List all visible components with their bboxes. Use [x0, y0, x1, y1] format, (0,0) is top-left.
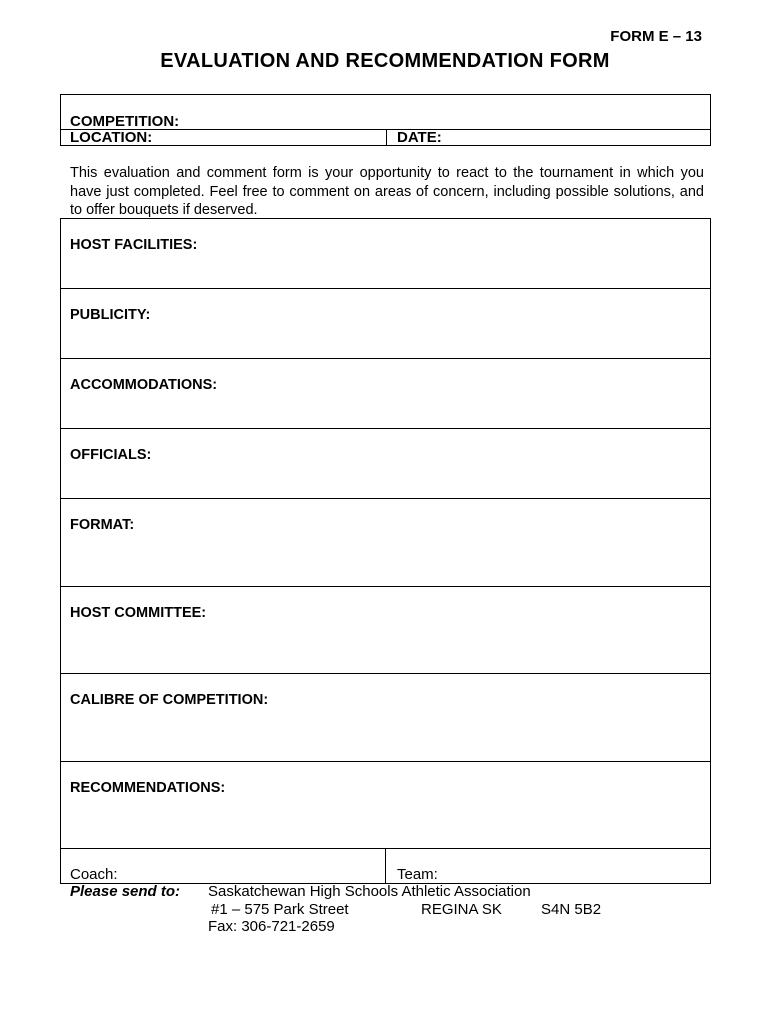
postal-code: S4N 5B2 [541, 901, 602, 918]
section-format[interactable] [61, 499, 710, 587]
organization-name: Saskatchewan High Schools Athletic Association [208, 883, 531, 900]
evaluation-sections [60, 218, 711, 849]
location-field[interactable]: LOCATION: [70, 129, 153, 146]
date-field[interactable]: DATE: [397, 129, 442, 146]
section-label: RECOMMENDATIONS: [70, 780, 226, 796]
row-divider [386, 130, 387, 146]
section-label: HOST FACILITIES: [70, 237, 198, 253]
coach-field[interactable]: Coach: [70, 866, 118, 883]
section-host-committee[interactable] [61, 587, 710, 674]
fax-number: Fax: 306-721-2659 [208, 918, 335, 935]
signature-divider [385, 848, 386, 883]
details-box [60, 94, 711, 146]
section-label: HOST COMMITTEE: [70, 605, 207, 621]
send-to-label: Please send to: [70, 883, 181, 900]
section-label: ACCOMMODATIONS: [70, 377, 218, 393]
section-label: OFFICIALS: [70, 447, 152, 463]
section-accommodations[interactable] [61, 359, 710, 429]
street-address: #1 – 575 Park Street [211, 901, 349, 918]
team-field[interactable]: Team: [397, 866, 438, 883]
section-label: FORMAT: [70, 517, 135, 533]
section-recommendations[interactable] [61, 762, 710, 849]
signature-row [60, 848, 711, 884]
section-officials[interactable] [61, 429, 710, 499]
section-calibre-of-competition[interactable] [61, 674, 710, 762]
section-label: CALIBRE OF COMPETITION: [70, 692, 269, 708]
section-host-facilities[interactable] [61, 219, 710, 289]
section-label: PUBLICITY: [70, 307, 151, 323]
location-date-row [61, 129, 710, 146]
form-title: EVALUATION AND RECOMMENDATION FORM [160, 50, 610, 72]
section-publicity[interactable] [61, 289, 710, 359]
form-id: FORM E – 13 [610, 28, 702, 45]
competition-field[interactable]: COMPETITION: [70, 113, 180, 130]
city: REGINA SK [421, 901, 502, 918]
intro-text: This evaluation and comment form is your opportunity to react to the tournament in which you have just completed. Feel free to comment on areas of concern, including possible solutions, and to offer bouquets if deserved. [70, 165, 704, 218]
